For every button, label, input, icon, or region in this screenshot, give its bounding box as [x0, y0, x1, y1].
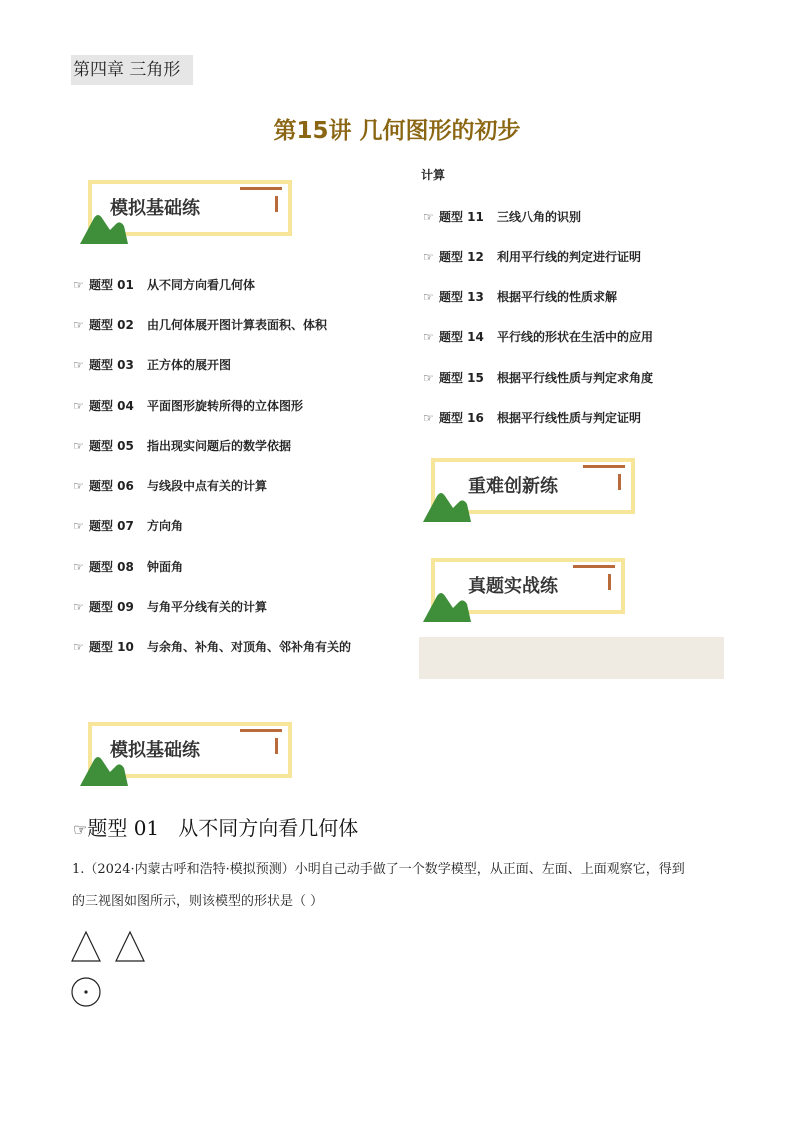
hand-pointer-icon: ☞ [73, 640, 84, 654]
banner-hard-label: 重难创新练 [468, 476, 558, 497]
hand-pointer-icon: ☞ [73, 479, 84, 493]
hand-pointer-icon: ☞ [73, 278, 84, 292]
side-view-triangle [116, 932, 144, 961]
hand-pointer-icon: ☞ [73, 600, 84, 614]
hand-pointer-icon: ☞ [423, 330, 434, 344]
mountain-icon [80, 750, 128, 786]
mountain-icon [423, 586, 471, 622]
banner-hard [423, 458, 643, 528]
chapter-tag: 第四章 三角形 [71, 55, 193, 85]
mountain-icon [423, 486, 471, 522]
banner-real [423, 558, 643, 628]
hand-pointer-icon: ☞ [73, 519, 84, 533]
hand-pointer-icon: ☞ [73, 399, 84, 413]
page-title: 第15讲 几何图形的初步 [273, 118, 521, 144]
hand-pointer-icon: ☞ [423, 210, 434, 224]
question-text-line1: 1.（2024·内蒙古呼和浩特·模拟预测）小明自己动手做了一个数学模型，从正面、左面、上面观察它，得到 [72, 862, 685, 877]
toc-item[interactable]: ☞ 题型 01 从不同方向看几何体 [73, 278, 256, 292]
placeholder-box [419, 637, 724, 679]
banner-basic-top [80, 180, 300, 250]
toc-item[interactable]: ☞ 题型 02 由几何体展开图计算表面积、体积 [73, 318, 328, 332]
toc-item[interactable]: ☞ 题型 06 与线段中点有关的计算 [73, 479, 268, 493]
toc-item[interactable]: ☞ 题型 05 指出现实问题后的数学依据 [73, 439, 292, 453]
toc-item[interactable]: ☞ 题型 16 根据平行线性质与判定证明 [423, 411, 642, 425]
toc-item[interactable]: ☞ 题型 04 平面图形旋转所得的立体图形 [73, 399, 304, 413]
top-view-center-dot [84, 990, 87, 993]
toc-item[interactable]: ☞ 题型 14 平行线的形状在生活中的应用 [423, 330, 654, 344]
question-text-line2: 的三视图如图所示，则该模型的形状是（ ） [72, 894, 324, 909]
hand-pointer-icon: ☞ [73, 358, 84, 372]
front-view-triangle [72, 932, 100, 961]
banner-basic-label: 模拟基础练 [110, 198, 200, 219]
toc-item[interactable]: ☞ 题型 10 与余角、补角、对顶角、邻补角有关的 [73, 640, 352, 654]
toc-item[interactable]: ☞ 题型 11 三线八角的识别 [423, 210, 582, 224]
hand-pointer-icon: ☞ [73, 439, 84, 453]
section-heading: ☞题型 01 从不同方向看几何体 [73, 816, 359, 840]
hand-pointer-icon: ☞ [423, 371, 434, 385]
hand-pointer-icon: ☞ [73, 318, 84, 332]
banner-basic-section [80, 722, 300, 792]
banner-real-label: 真题实战练 [468, 576, 558, 597]
banner-basic-label: 模拟基础练 [110, 740, 200, 761]
toc-item[interactable]: ☞ 题型 03 正方体的展开图 [73, 358, 232, 372]
toc-item[interactable]: ☞ 题型 12 利用平行线的判定进行证明 [423, 250, 642, 264]
hand-pointer-icon: ☞ [73, 560, 84, 574]
hand-pointer-icon: ☞ [423, 250, 434, 264]
hand-pointer-icon: ☞ [423, 411, 434, 425]
toc-item[interactable]: ☞ 题型 07 方向角 [73, 519, 184, 533]
mountain-icon [80, 208, 128, 244]
toc-item[interactable]: ☞ 题型 09 与角平分线有关的计算 [73, 600, 268, 614]
toc-item[interactable]: ☞ 题型 13 根据平行线的性质求解 [423, 290, 618, 304]
hand-pointer-icon: ☞ [73, 820, 88, 839]
toc-continuation: 计算 [421, 168, 446, 182]
toc-item[interactable]: ☞ 题型 15 根据平行线性质与判定求角度 [423, 371, 654, 385]
hand-pointer-icon: ☞ [423, 290, 434, 304]
toc-item[interactable]: ☞ 题型 08 钟面角 [73, 560, 184, 574]
three-views-figure [70, 928, 160, 1010]
